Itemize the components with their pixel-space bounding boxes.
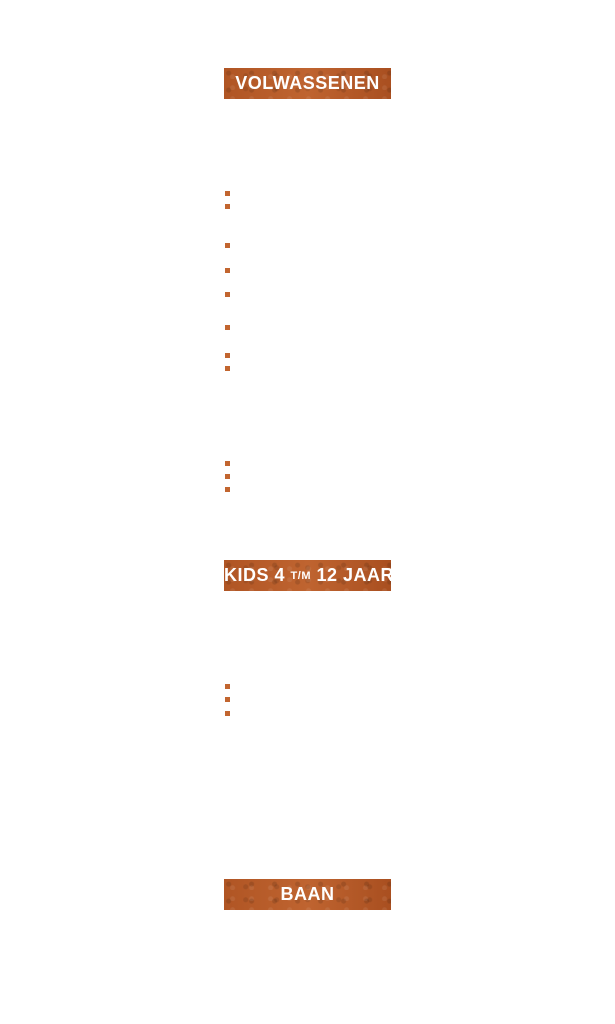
list-bullet	[225, 204, 230, 209]
banner-label-small: T/M	[290, 570, 311, 582]
list-bullet	[225, 474, 230, 479]
list-bullet	[225, 292, 230, 297]
banner-label-end: 12 JAAR	[316, 565, 395, 585]
section-banner-kids	[224, 560, 395, 591]
list-bullet	[225, 697, 230, 702]
list-bullet	[225, 487, 230, 492]
section-banner-volwassenen	[224, 68, 391, 99]
list-bullet	[225, 353, 230, 358]
list-bullet	[225, 268, 230, 273]
list-bullet	[225, 711, 230, 716]
list-bullet	[225, 366, 230, 371]
list-bullet	[225, 325, 230, 330]
section-banner-baan	[224, 879, 391, 910]
list-bullet	[225, 243, 230, 248]
list-bullet	[225, 461, 230, 466]
banner-label-main: KIDS 4	[224, 565, 286, 585]
list-bullet	[225, 191, 230, 196]
banner-label: BAAN	[280, 884, 335, 904]
banner-label: VOLWASSENEN	[235, 73, 380, 93]
banner-label	[224, 565, 394, 585]
list-bullet	[225, 684, 230, 689]
